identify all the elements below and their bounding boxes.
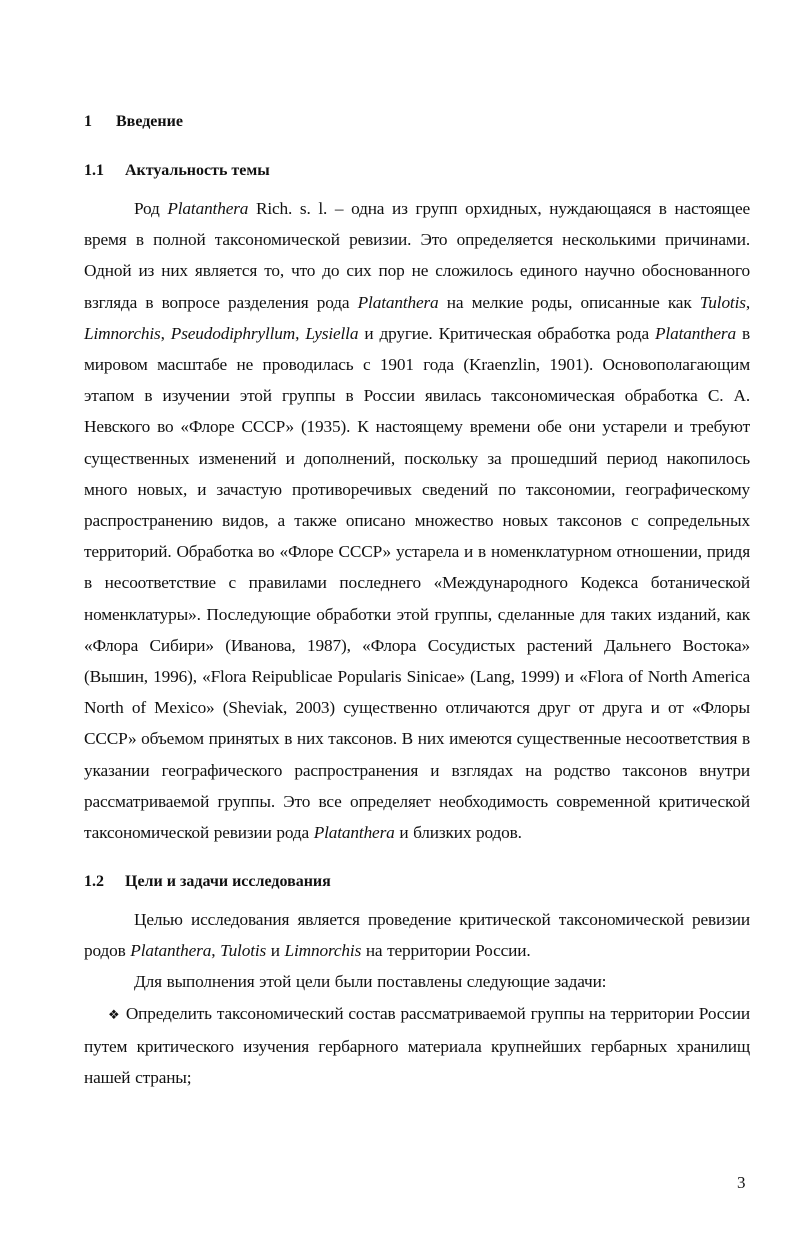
taxon-name: Limnorchis (84, 323, 161, 343)
section-title: Актуальность темы (125, 162, 270, 179)
section-1-1-heading (84, 162, 270, 180)
diamond-bullet-icon: ❖ (108, 1008, 120, 1023)
tasks-intro-paragraph: Для выполнения этой цели были поставлены следующие задачи: (134, 972, 607, 991)
goal-paragraph: Целью исследования является проведение критической таксономической ревизии родов Platanthera, Tulotis и Limnorchis на территории России. (84, 910, 750, 961)
relevance-paragraph: Род Platanthera Rich. s. l. – одна из групп орхидных, нуждающаяся в настоящее время в полной таксономической ревизии. Это определяется несколькими причинами. Одной из них является то, что до сих пор не сложилось единого научно обоснованного взгляда в вопросе разделения рода Platanthera на мелкие роды, описанные как Tulotis, Limnorchis, Pseudodiphryllum, Lysiella и другие. Критическая обработка рода Platanthera в мировом масштабе не проводилась с 1901 года (Kraenzlin, 1901). Основополагающим этапом в изучении этой группы в России явилась таксономическая обработка С. А. Невского во «Флоре СССР» (1935). К настоящему времени обе они устарели и требуют существенных изменений и дополнений, поскольку за прошедший период накопилось много новых, и зачастую противоречивых сведений по таксономии, географическому распространению видов, а также описано множество новых таксонов с сопредельных территорий. Обработка во «Флоре СССР» устарела и в номенклатурном отношении, придя в несоответствие с правилами последнего «Международного Кодекса ботанической номенклатуры». Последующие обработки этой группы, сделанные для таких изданий, как «Флора Сибири» (Иванова, 1987), «Флора Сосудистых растений Дальнего Востока» (Вышин, 1996), «Flora Reipublicae Popularis Sinicae» (Lang, 1999) и «Flora of North America North of Mexico» (Sheviak, 2003) существенно отличаются друг от друга и от «Флоры СССР» объемом принятых в них таксонов. В них имеются существенные несоответствия в указании географического распространения и взглядах на родство таксонов внутри рассматриваемой группы. Это все определяет необходимость современной критической таксономической ревизии рода Platanthera и близких родов. (84, 199, 750, 843)
taxon-name: Tulotis (699, 292, 746, 312)
section-1-2-heading (84, 873, 331, 891)
section-number: 1.1 (84, 162, 104, 179)
taxon-name: Limnorchis (284, 941, 362, 961)
taxon-name: Platanthera (313, 823, 395, 843)
taxon-name: Platanthera (655, 323, 736, 343)
section-title: Введение (116, 113, 183, 130)
section-number: 1 (84, 113, 92, 130)
taxon-name: Tulotis (220, 941, 267, 961)
taxon-name: Pseudodiphryllum (170, 323, 296, 343)
taxon-name: Platanthera (357, 292, 439, 312)
page-number: 3 (737, 1173, 746, 1192)
task-list-item (84, 998, 750, 1094)
section-1-heading (84, 113, 183, 131)
taxon-name: Lysiella (305, 323, 359, 343)
section-title: Цели и задачи исследования (125, 873, 331, 890)
taxon-name: Platanthera (130, 941, 212, 961)
taxon-name: Platanthera (167, 199, 249, 218)
section-number: 1.2 (84, 873, 104, 890)
task-text: Определить таксономический состав рассматриваемой группы на территории России путем критического изучения гербарного материала крупнейших гербарных хранилищ нашей страны; (84, 1004, 750, 1088)
